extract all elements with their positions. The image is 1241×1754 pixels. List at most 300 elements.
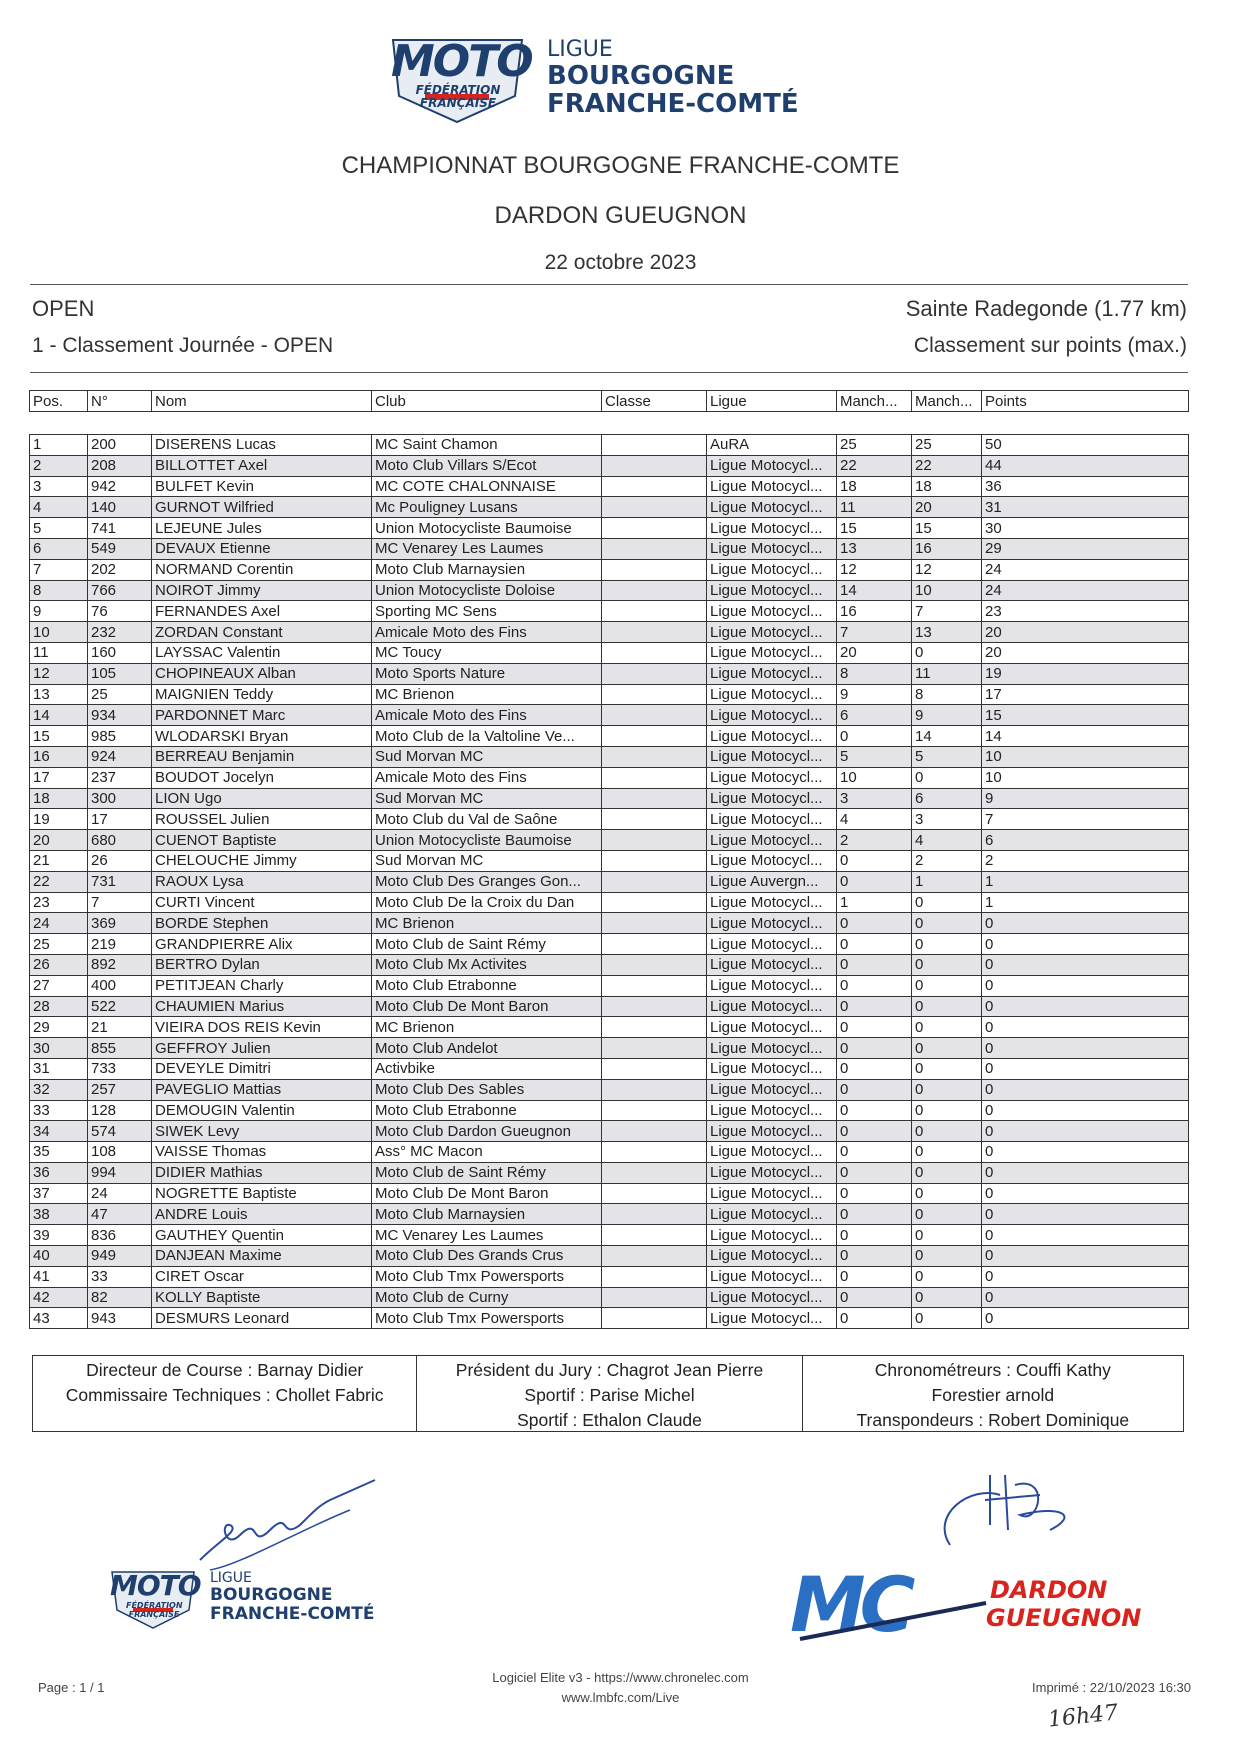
ligue-cell: Ligue Motocycl... bbox=[707, 788, 837, 809]
manche1-cell: 0 bbox=[837, 1100, 912, 1121]
pos-cell: 8 bbox=[30, 580, 88, 601]
points-cell: 0 bbox=[982, 1017, 1189, 1038]
manche2-cell: 1 bbox=[912, 871, 982, 892]
club-cell: Moto Club Tmx Powersports bbox=[372, 1308, 602, 1329]
timekeeper: Chronométreurs : Couffi Kathy bbox=[874, 1360, 1111, 1380]
points-cell: 19 bbox=[982, 663, 1189, 684]
number-cell: 140 bbox=[88, 497, 152, 518]
points-cell: 9 bbox=[982, 788, 1189, 809]
manche2-cell: 3 bbox=[912, 809, 982, 830]
table-row bbox=[30, 1183, 1189, 1204]
club-cell: Union Motocycliste Baumoise bbox=[372, 830, 602, 851]
number-cell: 741 bbox=[88, 518, 152, 539]
manche2-cell: 13 bbox=[912, 622, 982, 643]
points-cell: 24 bbox=[982, 580, 1189, 601]
manche1-cell: 14 bbox=[837, 580, 912, 601]
ligue-cell: Ligue Motocycl... bbox=[707, 1100, 837, 1121]
club-cell: Moto Club De la Croix du Dan bbox=[372, 892, 602, 913]
class-cell bbox=[602, 1079, 707, 1100]
ligue-cell: Ligue Motocycl... bbox=[707, 663, 837, 684]
number-cell: 733 bbox=[88, 1058, 152, 1079]
pos-cell: 16 bbox=[30, 746, 88, 767]
manche2-cell: 2 bbox=[912, 850, 982, 871]
name-cell: DEVAUX Etienne bbox=[152, 538, 372, 559]
manche2-cell: 10 bbox=[912, 580, 982, 601]
pos-cell: 37 bbox=[30, 1183, 88, 1204]
name-cell: VIEIRA DOS REIS Kevin bbox=[152, 1017, 372, 1038]
manche2-cell: 5 bbox=[912, 746, 982, 767]
ligue-cell: Ligue Motocycl... bbox=[707, 497, 837, 518]
class-cell bbox=[602, 1038, 707, 1059]
ligue-cell: Ligue Motocycl... bbox=[707, 684, 837, 705]
points-cell: 0 bbox=[982, 1183, 1189, 1204]
class-cell bbox=[602, 538, 707, 559]
manche1-cell: 16 bbox=[837, 601, 912, 622]
table-row bbox=[30, 1121, 1189, 1142]
class-cell bbox=[602, 1246, 707, 1267]
table-row bbox=[30, 1038, 1189, 1059]
class-cell bbox=[602, 663, 707, 684]
club-cell: Activbike bbox=[372, 1058, 602, 1079]
officials-box bbox=[32, 1355, 1184, 1432]
number-cell: 549 bbox=[88, 538, 152, 559]
ligue-cell: Ligue Motocycl... bbox=[707, 580, 837, 601]
manche1-cell: 0 bbox=[837, 1121, 912, 1142]
name-cell: ZORDAN Constant bbox=[152, 622, 372, 643]
manche1-cell: 5 bbox=[837, 746, 912, 767]
column-header: Points bbox=[982, 391, 1189, 412]
manche2-cell: 0 bbox=[912, 1162, 982, 1183]
manche2-cell: 6 bbox=[912, 788, 982, 809]
manche2-cell: 11 bbox=[912, 663, 982, 684]
class-cell bbox=[602, 580, 707, 601]
ffm-line-1: FÉDÉRATION bbox=[415, 83, 501, 97]
name-cell: DANJEAN Maxime bbox=[152, 1246, 372, 1267]
signature-right bbox=[930, 1455, 1110, 1565]
manche1-cell: 0 bbox=[837, 1079, 912, 1100]
ligue-cell: Ligue Motocycl... bbox=[707, 996, 837, 1017]
ligue-cell: Ligue Motocycl... bbox=[707, 1225, 837, 1246]
manche1-cell: 0 bbox=[837, 1225, 912, 1246]
ligue-cell: Ligue Motocycl... bbox=[707, 1142, 837, 1163]
manche1-cell: 22 bbox=[837, 455, 912, 476]
name-cell: GEFFROY Julien bbox=[152, 1038, 372, 1059]
class-cell bbox=[602, 809, 707, 830]
club-cell: Sporting MC Sens bbox=[372, 601, 602, 622]
name-cell: DEVEYLE Dimitri bbox=[152, 1058, 372, 1079]
table-row bbox=[30, 892, 1189, 913]
class-cell bbox=[602, 850, 707, 871]
manche1-cell: 0 bbox=[837, 850, 912, 871]
manche2-cell: 0 bbox=[912, 1017, 982, 1038]
manche1-cell: 9 bbox=[837, 684, 912, 705]
ligue-cell: Ligue Motocycl... bbox=[707, 1162, 837, 1183]
number-cell: 985 bbox=[88, 726, 152, 747]
club-cell: Moto Club Mx Activites bbox=[372, 954, 602, 975]
manche1-cell: 0 bbox=[837, 996, 912, 1017]
class-cell bbox=[602, 746, 707, 767]
moto-wordmark-bottom: MOTO bbox=[110, 1569, 201, 1602]
points-cell: 15 bbox=[982, 705, 1189, 726]
ligue-label: LIGUE bbox=[547, 37, 613, 62]
results-table bbox=[29, 434, 1189, 1329]
club-cell: Union Motocycliste Baumoise bbox=[372, 518, 602, 539]
club-cell: MC Brienon bbox=[372, 684, 602, 705]
number-cell: 200 bbox=[88, 435, 152, 456]
manche2-cell: 0 bbox=[912, 1142, 982, 1163]
points-cell: 20 bbox=[982, 642, 1189, 663]
manche1-cell: 0 bbox=[837, 975, 912, 996]
points-cell: 23 bbox=[982, 601, 1189, 622]
moto-wordmark: MOTO bbox=[391, 36, 532, 87]
manche2-cell: 0 bbox=[912, 934, 982, 955]
ligue-cell: Ligue Motocycl... bbox=[707, 1308, 837, 1329]
ranking-type: Classement sur points (max.) bbox=[913, 334, 1187, 357]
region-line-2-bottom: FRANCHE-COMTÉ bbox=[210, 1604, 375, 1624]
number-cell: 237 bbox=[88, 767, 152, 788]
number-cell: 942 bbox=[88, 476, 152, 497]
class-cell bbox=[602, 1142, 707, 1163]
table-row bbox=[30, 663, 1189, 684]
points-cell: 31 bbox=[982, 497, 1189, 518]
name-cell: NORMAND Corentin bbox=[152, 559, 372, 580]
club-cell: Sud Morvan MC bbox=[372, 746, 602, 767]
points-cell: 6 bbox=[982, 830, 1189, 851]
pos-cell: 12 bbox=[30, 663, 88, 684]
manche1-cell: 25 bbox=[837, 435, 912, 456]
club-cell: Moto Club Etrabonne bbox=[372, 1100, 602, 1121]
column-header: Pos. bbox=[30, 391, 88, 412]
pos-cell: 3 bbox=[30, 476, 88, 497]
class-cell bbox=[602, 1287, 707, 1308]
manche2-cell: 0 bbox=[912, 1266, 982, 1287]
class-cell bbox=[602, 871, 707, 892]
manche1-cell: 20 bbox=[837, 642, 912, 663]
table-row bbox=[30, 850, 1189, 871]
club-cell: Sud Morvan MC bbox=[372, 850, 602, 871]
club-cell: Moto Club Des Sables bbox=[372, 1079, 602, 1100]
manche2-cell: 0 bbox=[912, 1038, 982, 1059]
class-cell bbox=[602, 1058, 707, 1079]
number-cell: 924 bbox=[88, 746, 152, 767]
class-cell bbox=[602, 642, 707, 663]
name-cell: DESMURS Leonard bbox=[152, 1308, 372, 1329]
club-cell: Amicale Moto des Fins bbox=[372, 767, 602, 788]
pos-cell: 14 bbox=[30, 705, 88, 726]
region-line-2: FRANCHE-COMTÉ bbox=[547, 89, 799, 119]
mc-dardon-logo bbox=[790, 1560, 1142, 1649]
handwritten-time: 16h47 bbox=[1046, 1700, 1120, 1733]
ligue-cell: Ligue Motocycl... bbox=[707, 705, 837, 726]
name-cell: FERNANDES Axel bbox=[152, 601, 372, 622]
manche1-cell: 0 bbox=[837, 1017, 912, 1038]
manche2-cell: 0 bbox=[912, 1079, 982, 1100]
points-cell: 1 bbox=[982, 871, 1189, 892]
ligue-cell: Ligue Motocycl... bbox=[707, 767, 837, 788]
ligue-cell: Ligue Motocycl... bbox=[707, 1017, 837, 1038]
points-cell: 0 bbox=[982, 934, 1189, 955]
manche1-cell: 0 bbox=[837, 934, 912, 955]
club-cell: Amicale Moto des Fins bbox=[372, 705, 602, 726]
ligue-cell: Ligue Motocycl... bbox=[707, 809, 837, 830]
name-cell: DISERENS Lucas bbox=[152, 435, 372, 456]
points-cell: 0 bbox=[982, 1246, 1189, 1267]
manche1-cell: 0 bbox=[837, 1058, 912, 1079]
manche1-cell: 8 bbox=[837, 663, 912, 684]
points-cell: 0 bbox=[982, 1079, 1189, 1100]
points-cell: 0 bbox=[982, 1225, 1189, 1246]
officials-direction bbox=[33, 1356, 417, 1431]
number-cell: 943 bbox=[88, 1308, 152, 1329]
class-cell bbox=[602, 975, 707, 996]
pos-cell: 21 bbox=[30, 850, 88, 871]
manche1-cell: 1 bbox=[837, 892, 912, 913]
manche1-cell: 0 bbox=[837, 1142, 912, 1163]
pos-cell: 11 bbox=[30, 642, 88, 663]
points-cell: 0 bbox=[982, 954, 1189, 975]
number-cell: 108 bbox=[88, 1142, 152, 1163]
number-cell: 76 bbox=[88, 601, 152, 622]
column-header: Manch... bbox=[912, 391, 982, 412]
pos-cell: 34 bbox=[30, 1121, 88, 1142]
name-cell: GRANDPIERRE Alix bbox=[152, 934, 372, 955]
ligue-cell: Ligue Motocycl... bbox=[707, 476, 837, 497]
pos-cell: 23 bbox=[30, 892, 88, 913]
pos-cell: 4 bbox=[30, 497, 88, 518]
class-cell bbox=[602, 476, 707, 497]
table-row bbox=[30, 622, 1189, 643]
pos-cell: 24 bbox=[30, 913, 88, 934]
pos-cell: 36 bbox=[30, 1162, 88, 1183]
points-cell: 10 bbox=[982, 746, 1189, 767]
manche2-cell: 16 bbox=[912, 538, 982, 559]
pos-cell: 39 bbox=[30, 1225, 88, 1246]
manche1-cell: 0 bbox=[837, 1038, 912, 1059]
pos-cell: 43 bbox=[30, 1308, 88, 1329]
pos-cell: 22 bbox=[30, 871, 88, 892]
ligue-cell: Ligue Motocycl... bbox=[707, 1183, 837, 1204]
club-cell: Moto Club Villars S/Ecot bbox=[372, 455, 602, 476]
pos-cell: 17 bbox=[30, 767, 88, 788]
points-cell: 0 bbox=[982, 1287, 1189, 1308]
championship-title: CHAMPIONNAT BOURGOGNE FRANCHE-COMTE bbox=[341, 152, 900, 179]
points-cell: 7 bbox=[982, 809, 1189, 830]
manche2-cell: 7 bbox=[912, 601, 982, 622]
class-cell bbox=[602, 892, 707, 913]
printed-date: Imprimé : 22/10/2023 16:30 bbox=[1032, 1680, 1191, 1695]
manche1-cell: 2 bbox=[837, 830, 912, 851]
pos-cell: 41 bbox=[30, 1266, 88, 1287]
name-cell: LAYSSAC Valentin bbox=[152, 642, 372, 663]
name-cell: WLODARSKI Bryan bbox=[152, 726, 372, 747]
region-line-1: BOURGOGNE bbox=[547, 61, 735, 91]
ligue-cell: Ligue Motocycl... bbox=[707, 1038, 837, 1059]
table-row bbox=[30, 1100, 1189, 1121]
name-cell: CHELOUCHE Jimmy bbox=[152, 850, 372, 871]
table-row bbox=[30, 538, 1189, 559]
table-row bbox=[30, 684, 1189, 705]
club-cell: Ass° MC Macon bbox=[372, 1142, 602, 1163]
number-cell: 202 bbox=[88, 559, 152, 580]
manche2-cell: 0 bbox=[912, 1308, 982, 1329]
pos-cell: 5 bbox=[30, 518, 88, 539]
manche2-cell: 0 bbox=[912, 913, 982, 934]
manche1-cell: 10 bbox=[837, 767, 912, 788]
points-cell: 1 bbox=[982, 892, 1189, 913]
pos-cell: 13 bbox=[30, 684, 88, 705]
points-cell: 0 bbox=[982, 1038, 1189, 1059]
ligue-cell: Ligue Motocycl... bbox=[707, 538, 837, 559]
name-cell: VAISSE Thomas bbox=[152, 1142, 372, 1163]
number-cell: 232 bbox=[88, 622, 152, 643]
number-cell: 522 bbox=[88, 996, 152, 1017]
name-cell: BORDE Stephen bbox=[152, 913, 372, 934]
number-cell: 160 bbox=[88, 642, 152, 663]
name-cell: LEJEUNE Jules bbox=[152, 518, 372, 539]
manche2-cell: 0 bbox=[912, 892, 982, 913]
ligue-cell: Ligue Motocycl... bbox=[707, 559, 837, 580]
name-cell: SIWEK Levy bbox=[152, 1121, 372, 1142]
ligue-cell: Ligue Motocycl... bbox=[707, 1079, 837, 1100]
pos-cell: 25 bbox=[30, 934, 88, 955]
table-row bbox=[30, 580, 1189, 601]
club-cell: Moto Club Marnaysien bbox=[372, 1204, 602, 1225]
points-cell: 50 bbox=[982, 435, 1189, 456]
club-cell: Moto Club Tmx Powersports bbox=[372, 1266, 602, 1287]
pos-cell: 27 bbox=[30, 975, 88, 996]
category-label: OPEN bbox=[32, 296, 95, 321]
ligue-cell: Ligue Motocycl... bbox=[707, 726, 837, 747]
class-cell bbox=[602, 1308, 707, 1329]
manche1-cell: 0 bbox=[837, 871, 912, 892]
class-cell bbox=[602, 518, 707, 539]
number-cell: 680 bbox=[88, 830, 152, 851]
manche1-cell: 3 bbox=[837, 788, 912, 809]
pos-cell: 31 bbox=[30, 1058, 88, 1079]
event-date: 22 octobre 2023 bbox=[544, 251, 697, 274]
pos-cell: 19 bbox=[30, 809, 88, 830]
points-cell: 29 bbox=[982, 538, 1189, 559]
points-cell: 0 bbox=[982, 913, 1189, 934]
manche1-cell: 0 bbox=[837, 1183, 912, 1204]
manche2-cell: 15 bbox=[912, 518, 982, 539]
technical-commissioner: Commissaire Techniques : Chollet Fabric bbox=[65, 1385, 384, 1405]
table-row bbox=[30, 1287, 1189, 1308]
jury-sportif-1: Sportif : Parise Michel bbox=[524, 1385, 695, 1405]
manche2-cell: 8 bbox=[912, 684, 982, 705]
table-row bbox=[30, 1017, 1189, 1038]
class-cell bbox=[602, 726, 707, 747]
table-row bbox=[30, 642, 1189, 663]
name-cell: CHAUMIEN Marius bbox=[152, 996, 372, 1017]
region-line-1-bottom: BOURGOGNE bbox=[210, 1585, 333, 1605]
points-cell: 0 bbox=[982, 1204, 1189, 1225]
number-cell: 934 bbox=[88, 705, 152, 726]
pos-cell: 20 bbox=[30, 830, 88, 851]
name-cell: DEMOUGIN Valentin bbox=[152, 1100, 372, 1121]
manche2-cell: 25 bbox=[912, 435, 982, 456]
pos-cell: 38 bbox=[30, 1204, 88, 1225]
manche2-cell: 0 bbox=[912, 1121, 982, 1142]
table-row bbox=[30, 497, 1189, 518]
column-header: N° bbox=[88, 391, 152, 412]
manche1-cell: 0 bbox=[837, 1246, 912, 1267]
name-cell: PARDONNET Marc bbox=[152, 705, 372, 726]
number-cell: 855 bbox=[88, 1038, 152, 1059]
name-cell: NOGRETTE Baptiste bbox=[152, 1183, 372, 1204]
class-cell bbox=[602, 455, 707, 476]
club-cell: Moto Sports Nature bbox=[372, 663, 602, 684]
club-cell: MC Toucy bbox=[372, 642, 602, 663]
name-cell: BILLOTTET Axel bbox=[152, 455, 372, 476]
number-cell: 219 bbox=[88, 934, 152, 955]
points-cell: 20 bbox=[982, 622, 1189, 643]
club-cell: Moto Club de la Valtoline Ve... bbox=[372, 726, 602, 747]
column-header: Classe bbox=[602, 391, 707, 412]
pos-cell: 1 bbox=[30, 435, 88, 456]
signature-left bbox=[180, 1470, 380, 1580]
ffm-line-2: FRANÇAISE bbox=[419, 96, 497, 110]
table-row bbox=[30, 455, 1189, 476]
points-cell: 17 bbox=[982, 684, 1189, 705]
club-cell: Moto Club de Saint Rémy bbox=[372, 934, 602, 955]
live-site: www.lmbfc.com/Live bbox=[561, 1690, 680, 1705]
ligue-cell: Ligue Motocycl... bbox=[707, 746, 837, 767]
manche1-cell: 7 bbox=[837, 622, 912, 643]
manche2-cell: 0 bbox=[912, 1100, 982, 1121]
club-cell: Moto Club De Mont Baron bbox=[372, 1183, 602, 1204]
points-cell: 2 bbox=[982, 850, 1189, 871]
table-row bbox=[30, 996, 1189, 1017]
manche1-cell: 0 bbox=[837, 1204, 912, 1225]
club-cell: Moto Club Marnaysien bbox=[372, 559, 602, 580]
manche2-cell: 0 bbox=[912, 1287, 982, 1308]
name-cell: KOLLY Baptiste bbox=[152, 1287, 372, 1308]
manche2-cell: 0 bbox=[912, 642, 982, 663]
ligue-cell: Ligue Motocycl... bbox=[707, 1058, 837, 1079]
points-cell: 0 bbox=[982, 1100, 1189, 1121]
class-cell bbox=[602, 1100, 707, 1121]
table-row bbox=[30, 1162, 1189, 1183]
ligue-cell: Ligue Motocycl... bbox=[707, 642, 837, 663]
manche2-cell: 20 bbox=[912, 497, 982, 518]
points-cell: 0 bbox=[982, 1162, 1189, 1183]
table-row bbox=[30, 1142, 1189, 1163]
points-cell: 0 bbox=[982, 1121, 1189, 1142]
mc-name-line-1: DARDON bbox=[990, 1576, 1108, 1604]
manche1-cell: 11 bbox=[837, 497, 912, 518]
table-row bbox=[30, 435, 1189, 456]
number-cell: 25 bbox=[88, 684, 152, 705]
manche2-cell: 18 bbox=[912, 476, 982, 497]
officials-timing bbox=[803, 1356, 1183, 1431]
number-cell: 892 bbox=[88, 954, 152, 975]
club-cell: Mc Pouligney Lusans bbox=[372, 497, 602, 518]
class-cell bbox=[602, 830, 707, 851]
table-row bbox=[30, 726, 1189, 747]
number-cell: 994 bbox=[88, 1162, 152, 1183]
number-cell: 24 bbox=[88, 1183, 152, 1204]
class-cell bbox=[602, 705, 707, 726]
number-cell: 17 bbox=[88, 809, 152, 830]
class-cell bbox=[602, 1121, 707, 1142]
manche2-cell: 0 bbox=[912, 975, 982, 996]
manche2-cell: 9 bbox=[912, 705, 982, 726]
ligue-cell: Ligue Motocycl... bbox=[707, 830, 837, 851]
page-number: Page : 1 / 1 bbox=[38, 1680, 105, 1695]
name-cell: GURNOT Wilfried bbox=[152, 497, 372, 518]
name-cell: MAIGNIEN Teddy bbox=[152, 684, 372, 705]
